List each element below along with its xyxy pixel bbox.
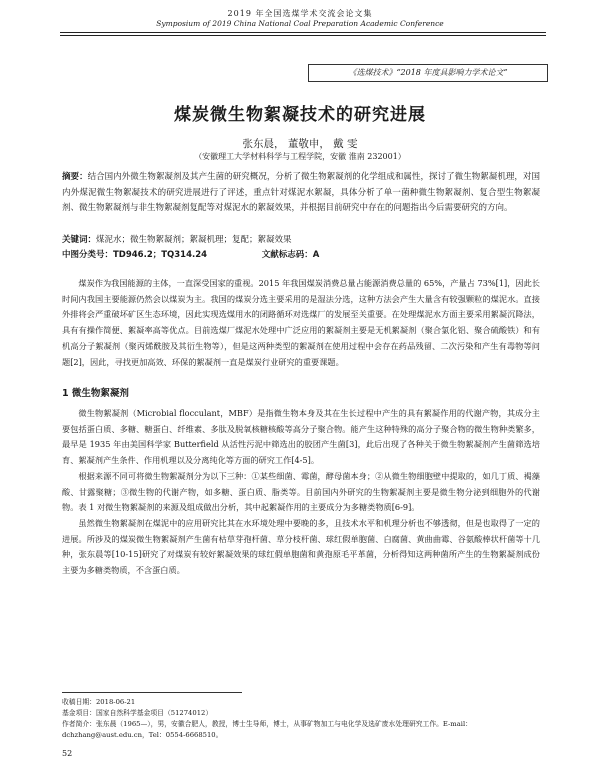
running-header-cn: 2019 年全国选煤学术交流会论文集: [227, 9, 373, 18]
affiliation: （安徽理工大学材料科学与工程学院，安徽 淮南 232001）: [194, 152, 406, 161]
keywords-text: 煤泥水；微生物絮凝剂；絮凝机理；复配；絮凝效果: [96, 235, 292, 245]
abstract-text: 结合国内外微生物絮凝剂及其产生菌的研究概况，分析了微生物絮凝剂的化学组成和属性，探讨了微生物絮凝机理，对国内外煤泥微生物絮凝技术的研究进展进行了评述，重点针对煤泥水絮凝，具体分析了单一菌种微生物絮凝剂、复合型生物絮凝剂、微生物絮凝剂与非生物絮凝剂复配等对煤泥水的絮凝效果，并根据目前研究中存在的问题指出今后需要研究的方向。: [62, 172, 540, 214]
paper-title: 煤炭微生物絮凝技术的研究进展: [174, 105, 426, 125]
abstract: [62, 170, 540, 217]
footnote-author-bio: 作者简介：张东晨（1965—），男，安徽合肥人，教授，博士生导师，博士，从事矿物加工与电化学及选矿废水处理研究工作。E-mail：dchzhang@aust.edu.cn，Tel：0554-6668510。: [62, 720, 472, 739]
clc-number: 中图分类号：TD946.2；TQ314.24: [62, 250, 208, 260]
section-heading: 1 微生物絮凝剂: [62, 388, 129, 399]
section1-body: [62, 406, 540, 579]
classification-line: [62, 248, 540, 260]
header-rule-thin: [60, 35, 546, 36]
intro-section: [62, 276, 540, 370]
running-header-en: Symposium of 2019 China National Coal Preparation Academic Conference: [156, 19, 444, 28]
page-number: 52: [62, 749, 73, 758]
intro-paragraph: 煤炭作为我国能源的主体，一直深受国家的重视。2015 年我国煤炭消费总量占能源消费总量的 65%，产量占 73%[1]，因此长时间内我国主要能源仍然会以煤炭为主。我国的煤炭分选主要采用的是湿法分选，这种方法会产生大量含有较强颗粒的煤泥水。直接外排将会严重破坏矿区生态环境，因此实现选煤用水的闭路循环对选煤厂的发展至关重要。在处理煤泥水方面主要采用絮凝沉降法，具有有操作简便、絮凝率高等优点。目前选煤厂煤泥水处理中广泛应用的絮凝剂主要是无机絮凝剂（聚合氯化铝、聚合硫酸铁）和有机高分子絮凝剂（聚丙烯酰胺及其衍生物等），但是这两种类型的絮凝剂在使用过程中会存在药品残留、二次污染和产生有毒物等问题[2]，因此，寻找更加高效、环保的絮凝剂一直是煤炭行业研究的重要课题。: [62, 278, 540, 367]
header-rule: [60, 32, 546, 33]
award-banner: 《选煤技术》“2018 年度具影响力学术论文”: [308, 64, 548, 82]
footnote-rule: [62, 692, 242, 693]
abstract-label: 摘要：: [62, 172, 88, 182]
section1-paragraph-3: 虽然微生物絮凝剂在煤泥中的应用研究比其在水环境处理中要晚的多，且技术水平和机理分析也不够透彻，但是也取得了一定的进展。所涉及的煤炭微生物絮凝剂产生菌有枯草芽孢杆菌、草分枝杆菌、球红假单胞菌、白腐菌、黄曲曲霉、谷氨酸棒状杆菌等十几种，张东晨等[10-15]研究了对煤炭有较好絮凝效果的球红假单胞菌和黄孢原毛平革菌，分析得知这两种菌所产生的生物絮凝剂成份主要为多糖类物质，不含蛋白质。: [62, 517, 540, 576]
document-code: 文献标志码：A: [261, 250, 320, 260]
footnote-fund: 基金项目：国家自然科学基金项目（51274012）: [62, 709, 213, 717]
footnote-received: 收稿日期：2018-06-21: [62, 698, 136, 706]
keywords-label: 关键词：: [62, 235, 97, 245]
author-list: 张东晨， 董敬申， 戴 雯: [242, 138, 358, 150]
keywords: [62, 233, 540, 245]
section1-paragraph-2: 根据来源不同可将微生物絮凝剂分为以下三种：①某些细菌、霉菌，酵母菌本身；②从微生物细胞壁中提取的，如几丁质、褐藻酸、甘露聚糖；③微生物的代谢产物，如多糖、蛋白质、脂类等。目前国内外研究的生物絮凝剂主要是微生物分泌到细胞外的代谢物。表 1 对微生物絮凝剂的来源及组成做出分析，其中起絮凝作用的主要成分为多糖类物质[6-9]。: [62, 470, 540, 513]
section1-paragraph-1: 微生物絮凝剂（Microbial flocculant，MBF）是指微生物本身及其在生长过程中产生的具有絮凝作用的代谢产物，其成分主要包括蛋白质、多糖、糖蛋白、纤维素、多肽及脱氧核糖核酸等高分子聚合物。能产生这种特殊的高分子聚合物的微生物种类繁多，最早是 1935 年由美国科学家 Butterfield 从活性污泥中筛选出的胶团产生菌[3]，此后出现了各种关于微生物絮凝剂产生菌筛选培育、絮凝剂产生条件、作用机理以及分离纯化等方面的研究工作[4-5]。: [62, 408, 540, 466]
